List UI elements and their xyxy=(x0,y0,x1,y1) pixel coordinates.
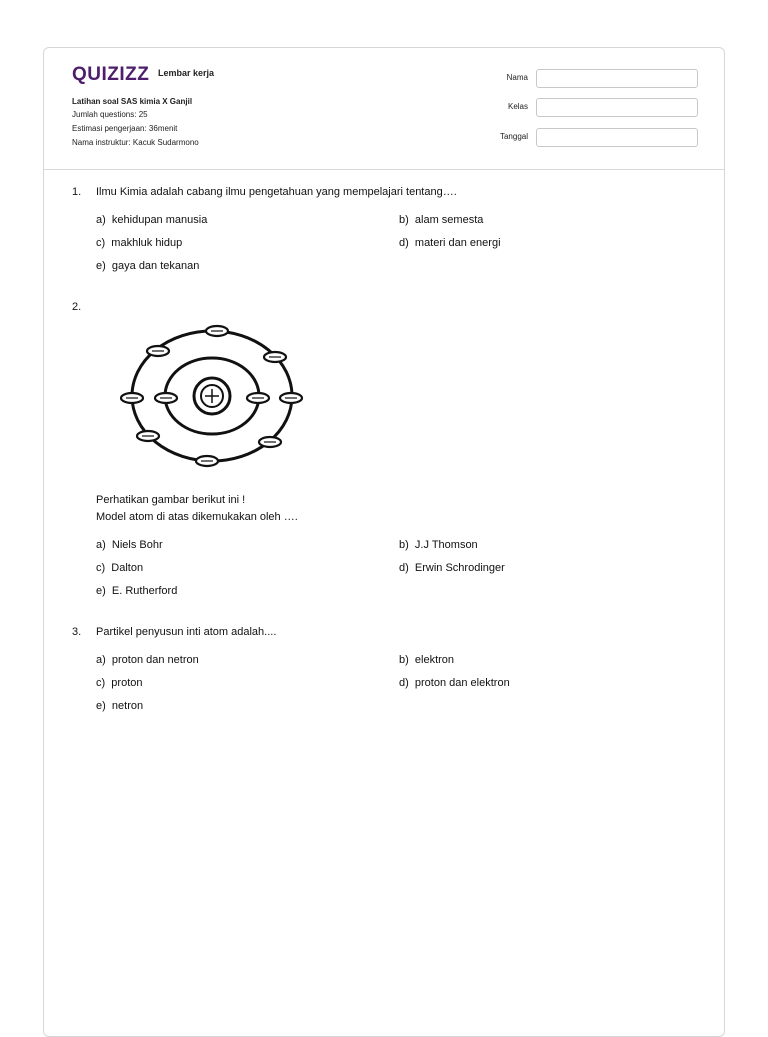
worksheet-header xyxy=(44,48,724,170)
worksheet-title: Latihan soal SAS kimia X Ganjil xyxy=(72,97,193,106)
date-label: Tanggal xyxy=(499,132,528,141)
q3-option-e: e) netron xyxy=(96,700,144,712)
question-3-number: 3. xyxy=(72,626,82,638)
name-field[interactable] xyxy=(536,69,698,88)
date-field[interactable] xyxy=(536,128,698,147)
class-label: Kelas xyxy=(507,102,528,111)
q2-option-e: e) E. Rutherford xyxy=(96,585,178,597)
q2-option-d: d) Erwin Schrodinger xyxy=(399,562,505,574)
question-3-text: Partikel penyusun inti atom adalah.... xyxy=(96,626,277,638)
quizizz-logo: QUIZIZZ xyxy=(72,64,150,85)
q1-option-e: e) gaya dan tekanan xyxy=(96,260,200,272)
q3-option-c: c) proton xyxy=(96,677,143,689)
q1-option-b: b) alam semesta xyxy=(399,214,484,226)
q2-option-c: c) Dalton xyxy=(96,562,144,574)
questions-count: Jumlah questions: 25 xyxy=(72,110,148,119)
atom-model-image xyxy=(119,320,309,470)
q3-option-d: d) proton dan elektron xyxy=(399,677,510,689)
q3-option-b: b) elektron xyxy=(399,654,455,666)
worksheet-label: Lembar kerja xyxy=(158,68,215,78)
name-label: Nama xyxy=(506,73,528,82)
q2-option-a: a) Niels Bohr xyxy=(96,539,163,551)
question-2-text-line2: Model atom di atas dikemukakan oleh …. xyxy=(96,511,298,523)
question-1-text: Ilmu Kimia adalah cabang ilmu pengetahuan yang mempelajari tentang…. xyxy=(96,186,457,198)
q3-option-a: a) proton dan netron xyxy=(96,654,199,666)
worksheet xyxy=(43,47,725,1037)
question-2-number: 2. xyxy=(72,301,82,313)
question-1-number: 1. xyxy=(72,186,82,198)
q1-option-a: a) kehidupan manusia xyxy=(96,214,208,226)
question-2-text-line1: Perhatikan gambar berikut ini ! xyxy=(96,494,246,506)
q1-option-d: d) materi dan energi xyxy=(399,237,501,249)
class-field[interactable] xyxy=(536,98,698,117)
instructor-name: Nama instruktur: Kacuk Sudarmono xyxy=(72,138,199,147)
q1-option-c: c) makhluk hidup xyxy=(96,237,183,249)
q2-option-b: b) J.J Thomson xyxy=(399,539,478,551)
estimate-time: Estimasi pengerjaan: 36menit xyxy=(72,124,178,133)
